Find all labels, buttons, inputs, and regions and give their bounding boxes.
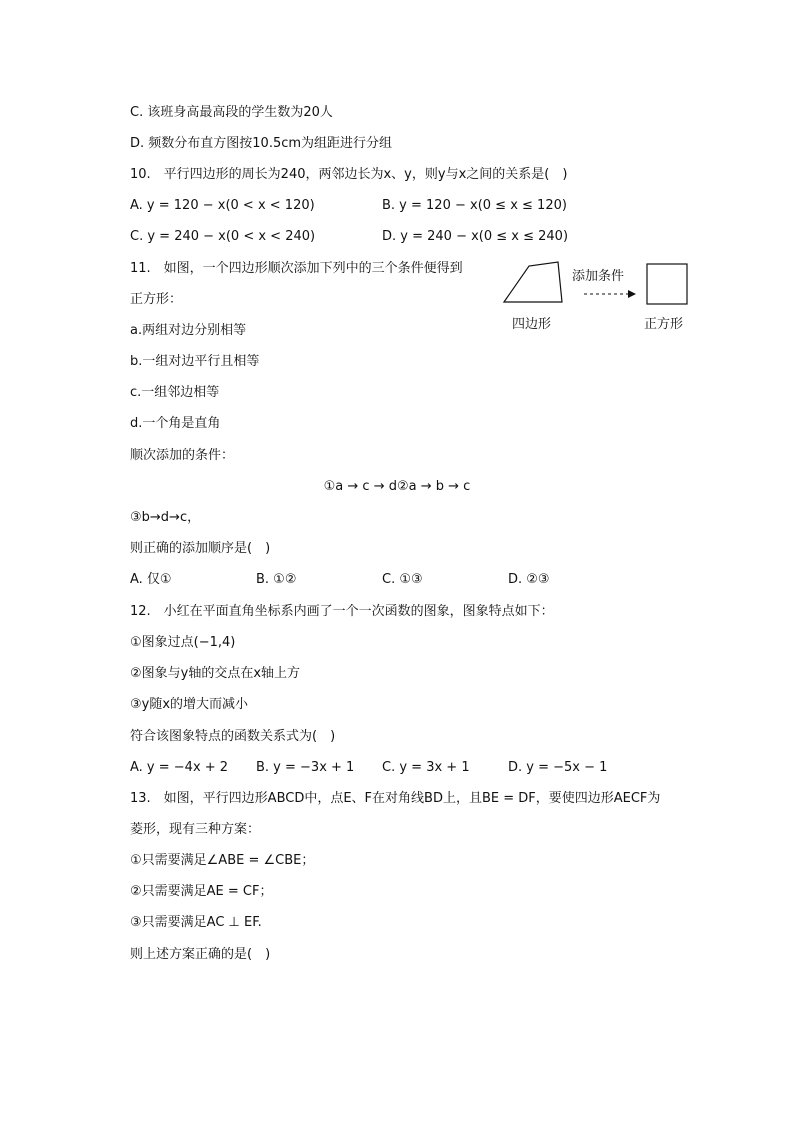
q13-scheme-2: ②只需要满足AE = CF； <box>130 884 273 899</box>
q9-option-c: C. 该班身高最高段的学生数为20人 <box>130 105 333 120</box>
q12-feature-1: ①图象过点(−1,4) <box>130 635 236 650</box>
q10-option-a: A. y = 120 − x(0 < x < 120) <box>130 198 315 213</box>
q12-question: 符合该图象特点的函数关系式为( ) <box>130 729 336 744</box>
q11-condition-a: a.两组对边分别相等 <box>130 323 247 338</box>
q13-stem-line2: 菱形，现有三种方案： <box>130 822 261 837</box>
q12-option-d: D. y = −5x − 1 <box>508 760 608 775</box>
q11-sequence-title: 顺次添加的条件： <box>130 448 235 463</box>
square-shape <box>647 264 687 304</box>
quadrilateral-label: 四边形 <box>512 317 552 332</box>
q10-stem: 10. 平行四边形的周长为240，两邻边长为x、y，则y与x之间的关系是( ) <box>130 167 568 182</box>
q10-option-d: D. y = 240 − x(0 ≤ x ≤ 240) <box>382 229 569 244</box>
q13-scheme-3: ③只需要满足AC ⊥ EF. <box>130 915 262 930</box>
q12-stem: 12. 小红在平面直角坐标系内画了一个一次函数的图象，图象特点如下： <box>130 604 554 619</box>
q12-feature-2: ②图象与y轴的交点在x轴上方 <box>130 666 301 681</box>
q11-option-b: B. ①② <box>256 572 297 587</box>
q12-option-b: B. y = −3x + 1 <box>256 760 355 775</box>
q11-stem-line1: 11. 如图，一个四边形顺次添加下列中的三个条件便得到 <box>130 261 463 276</box>
q10-option-c: C. y = 240 − x(0 < x < 240) <box>130 229 316 244</box>
q9-option-d: D. 频数分布直方图按10.5cm为组距进行分组 <box>130 136 393 151</box>
q11-sequence-1-2: ①a → c → d②a → b → c <box>323 479 471 494</box>
q12-feature-3: ③y随x的增大而减小 <box>130 697 249 712</box>
q11-sequence-3: ③b→d→c， <box>130 510 201 525</box>
square-label: 正方形 <box>644 317 684 332</box>
q11-option-c: C. ①③ <box>382 572 423 587</box>
add-condition-label: 添加条件 <box>572 269 625 284</box>
q11-condition-c: c.一组邻边相等 <box>130 385 220 400</box>
q11-stem-line2: 正方形： <box>130 292 183 307</box>
q13-stem-line1: 13. 如图，平行四边形ABCD中，点E、F在对角线BD上，且BE = DF，要使四边形AECF为 <box>130 791 661 806</box>
arrow-head-icon <box>628 290 636 298</box>
q13-scheme-1: ①只需要满足∠ABE = ∠CBE； <box>130 853 315 868</box>
q11-option-d: D. ②③ <box>508 572 550 587</box>
q11-condition-b: b.一组对边平行且相等 <box>130 354 260 369</box>
q11-question: 则正确的添加顺序是( ) <box>130 541 271 556</box>
q12-option-a: A. y = −4x + 2 <box>130 760 229 775</box>
quadrilateral-shape <box>504 262 562 302</box>
q11-condition-d: d.一个角是直角 <box>130 416 221 431</box>
q11-option-a: A. 仅① <box>130 572 172 587</box>
q12-option-c: C. y = 3x + 1 <box>382 760 470 775</box>
q10-option-b: B. y = 120 − x(0 ≤ x ≤ 120) <box>382 198 567 213</box>
q13-question: 则上述方案正确的是( ) <box>130 947 271 962</box>
